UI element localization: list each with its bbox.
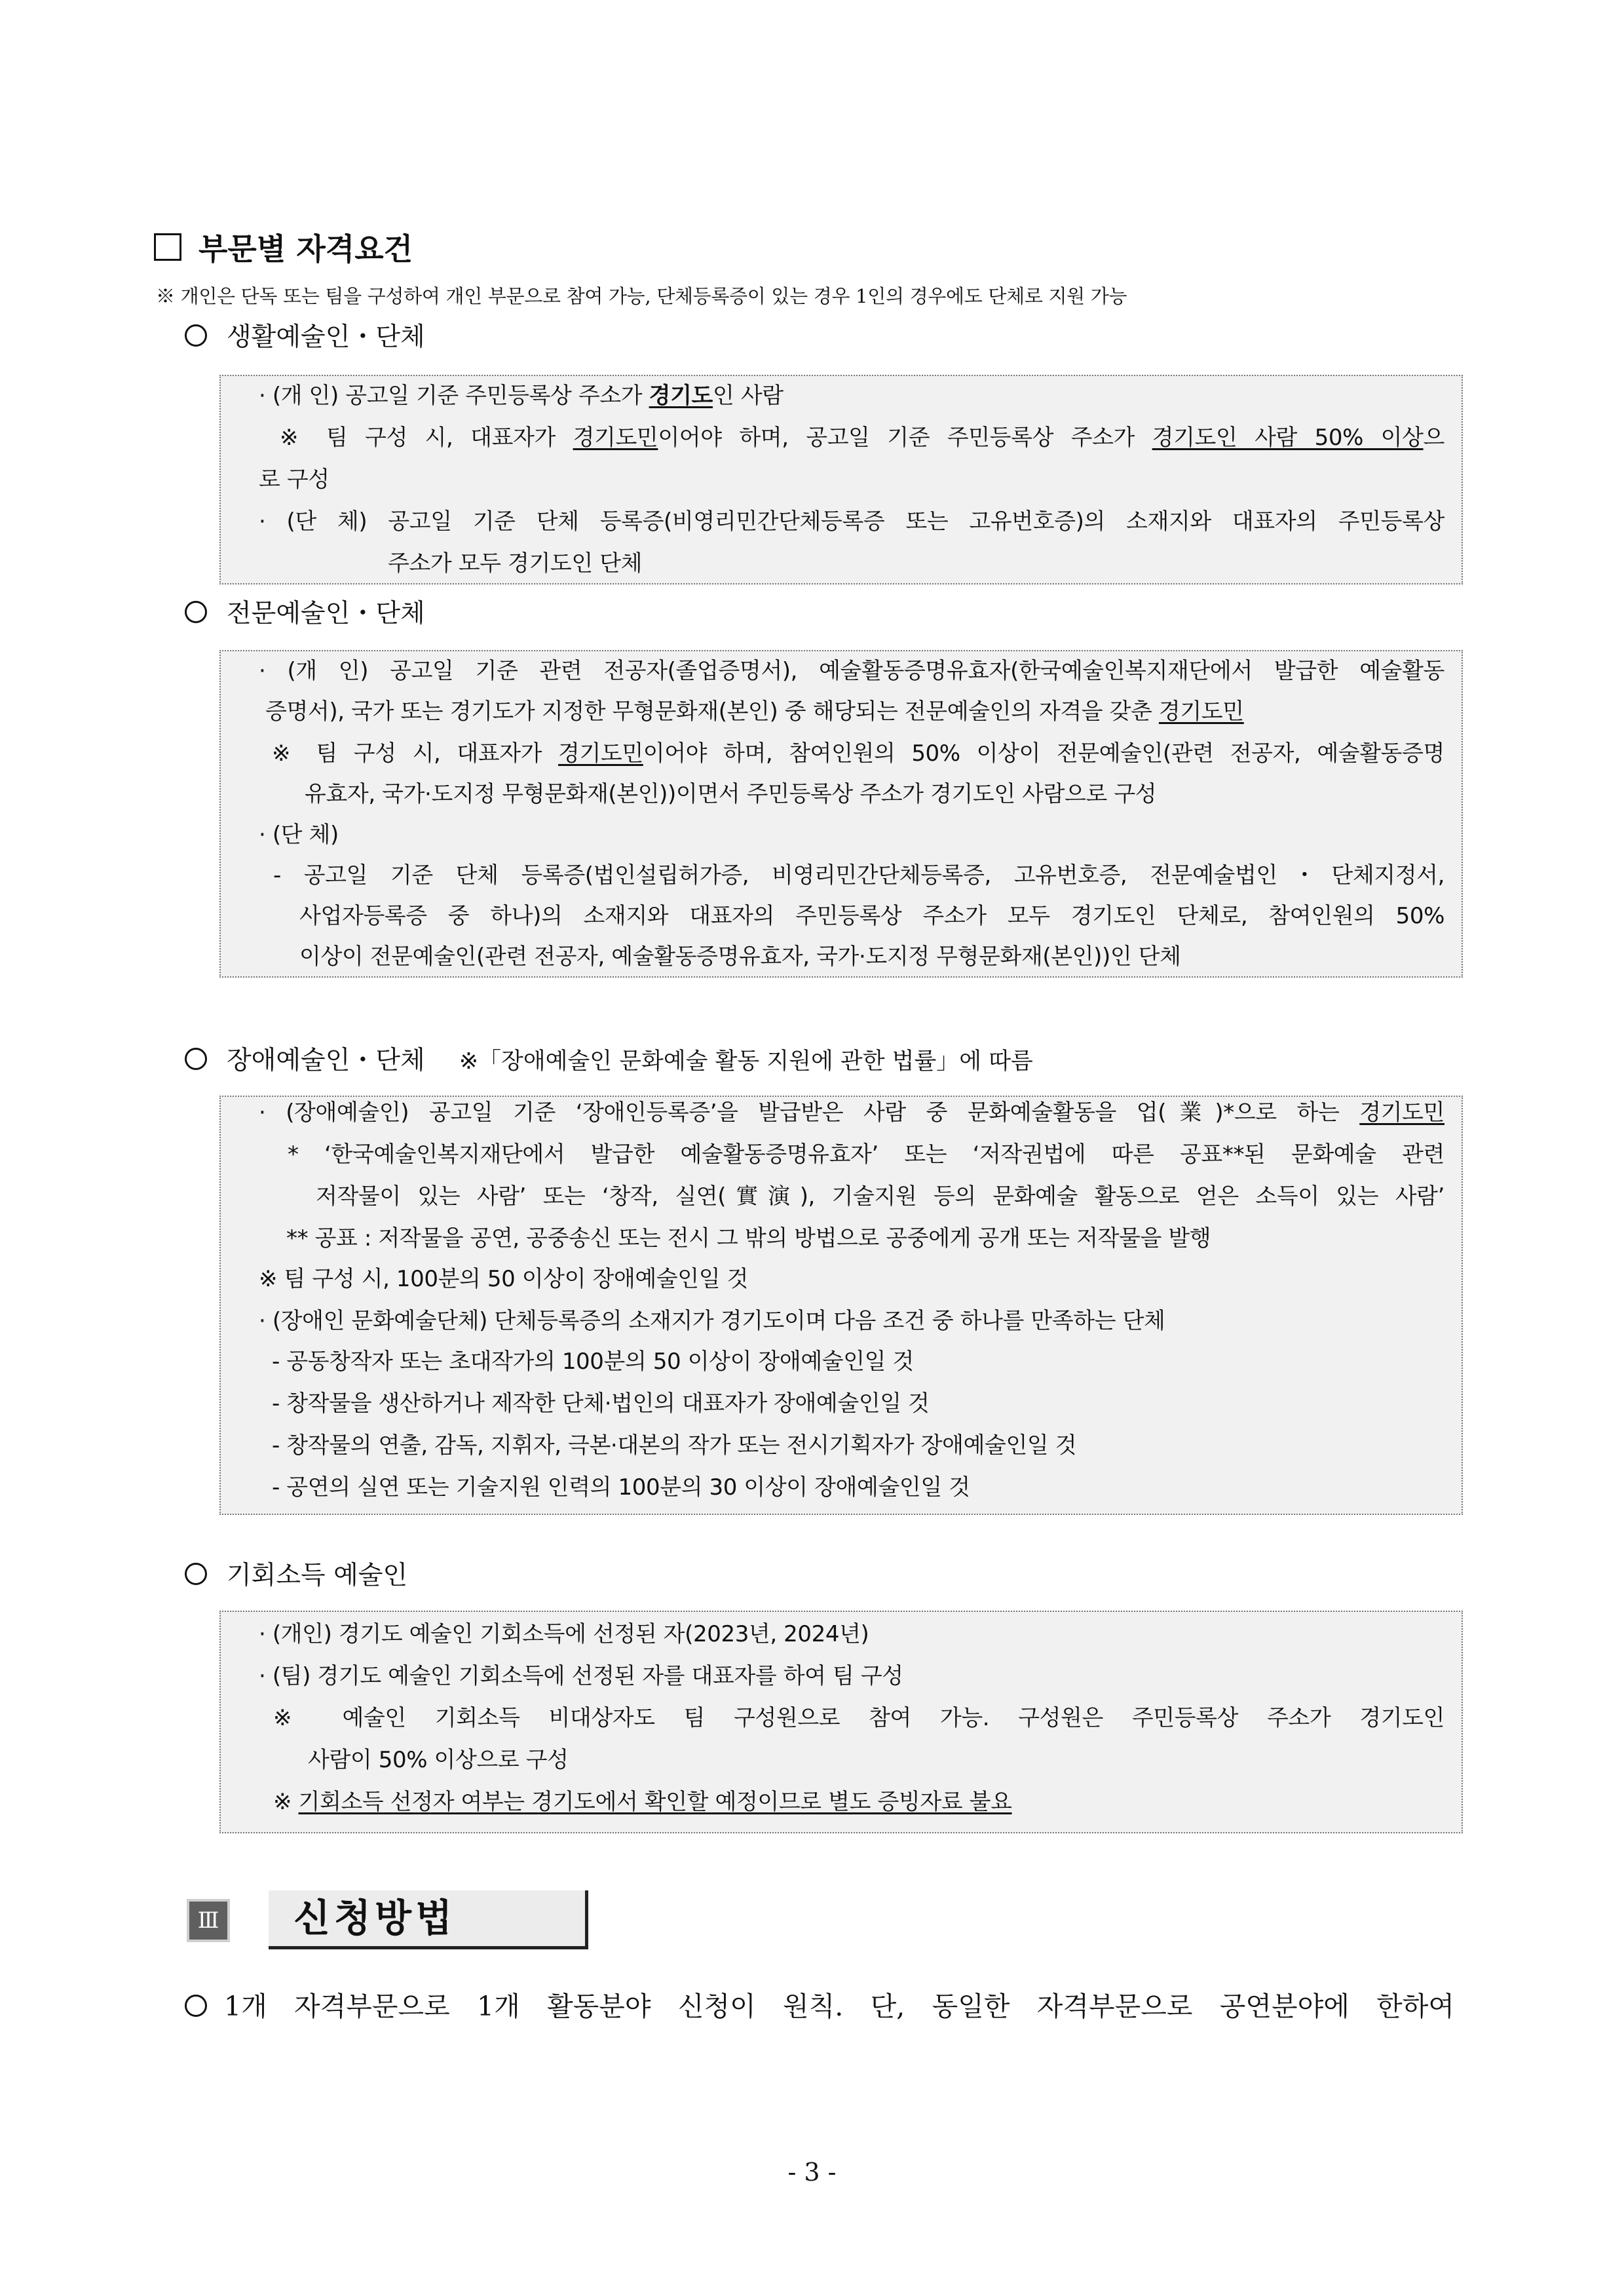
requirement-line: 사업자등록증 중 하나)의 소재지와 대표자의 주민등록상 주소가 모두 경기도인 단체로, 참여인원의 50% (299, 903, 1445, 929)
requirement-line: ※ 팀 구성 시, 100분의 50 이상이 장애예술인일 것 (259, 1266, 749, 1292)
requirement-line: · (장애인 문화예술단체) 단체등록증의 소재지가 경기도이며 다음 조건 중 하나를 만족하는 단체 (259, 1308, 1165, 1334)
requirement-line: 로 구성 (259, 467, 330, 493)
requirement-line: · (개인) 경기도 예술인 기회소득에 선정된 자(2023년, 2024년) (259, 1621, 869, 1647)
requirement-line: 저작물이 있는 사람’ 또는 ‘창작, 실연(實演), 기술지원 등의 문화예술 활동으로 얻은 소득이 있는 사람’ (316, 1183, 1445, 1210)
circle-bullet-icon (185, 601, 207, 623)
requirements-box-professional-artist (219, 650, 1463, 978)
requirement-line: · (개 인) 공고일 기준 주민등록상 주소가 경기도인 사람 (259, 383, 784, 409)
requirements-box-disabled-artist (219, 1096, 1463, 1515)
requirement-line: - 창작물의 연출, 감독, 지휘자, 극본·대본의 작가 또는 전시기획자가 장애예술인일 것 (272, 1432, 1077, 1459)
requirement-line: · (단 체) (259, 822, 339, 848)
requirements-box-life-artist (219, 375, 1463, 584)
requirement-line: · (개 인) 공고일 기준 관련 전공자(졸업증명서), 예술활동증명유효자(한국예술인복지재단에서 발급한 예술활동 (259, 658, 1445, 684)
category-heading-professional-artist: 전문예술인・단체 (185, 596, 425, 632)
category-heading-disabled-artist: 장애예술인・단체 ※「장애예술인 문화예술 활동 지원에 관한 법률」에 따름 (185, 1043, 1033, 1079)
requirement-line: ※ 기회소득 선정자 여부는 경기도에서 확인할 예정이므로 별도 증빙자료 불요 (273, 1789, 1012, 1815)
requirement-line: * ‘한국예술인복지재단에서 발급한 예술활동증명유효자’ 또는 ‘저작권법에 따른 공표**된 문화예술 관련 (288, 1141, 1445, 1168)
requirement-line: - 공고일 기준 단체 등록증(법인설립허가증, 비영리민간단체등록증, 고유번호증, 전문예술법인・단체지정서, (273, 862, 1445, 889)
requirement-line: · (팀) 경기도 예술인 기회소득에 선정된 자를 대표자를 하여 팀 구성 (259, 1663, 903, 1689)
body-paragraph: 1개 자격부문으로 1개 활동분야 신청이 원칙. 단, 동일한 자격부문으로 공연분야에 한하여 (185, 1988, 1454, 2025)
requirement-line: · (장애예술인) 공고일 기준 ‘장애인등록증’을 발급받은 사람 중 문화예술활동을 업(業)*으로 하는 경기도민 (259, 1100, 1445, 1126)
circle-bullet-icon (185, 324, 207, 347)
requirement-line: 이상이 전문예술인(관련 전공자, 예술활동증명유효자, 국가·도지정 무형문화재(본인))인 단체 (299, 944, 1181, 970)
chapter-number-badge: Ⅲ (187, 1899, 230, 1942)
checkbox-square-icon (154, 233, 181, 261)
requirement-line: 주소가 모두 경기도인 단체 (388, 550, 643, 577)
requirement-line: 유효자, 국가·도지정 무형문화재(본인))이면서 주민등록상 주소가 경기도인 사람으로 구성 (305, 781, 1157, 807)
circle-bullet-icon (185, 1563, 207, 1585)
requirement-line: ※ 예술인 기회소득 비대상자도 팀 구성원으로 참여 가능. 구성원은 주민등록상 주소가 경기도인 (273, 1705, 1445, 1731)
requirements-box-opportunity-income (219, 1611, 1463, 1833)
requirement-line: ※ 팀 구성 시, 대표자가 경기도민이어야 하며, 참여인원의 50% 이상이 전문예술인(관련 전공자, 예술활동증명 (272, 740, 1445, 767)
page-number: - 3 - (787, 2158, 837, 2187)
section-heading: 부문별 자격요건 (154, 229, 413, 269)
section-note: ※ 개인은 단독 또는 팀을 구성하여 개인 부문으로 참여 가능, 단체등록증이 있는 경우 1인의 경우에도 단체로 지원 가능 (156, 285, 1127, 307)
requirement-line: · (단 체) 공고일 기준 단체 등록증(비영리민간단체등록증 또는 고유번호증)의 소재지와 대표자의 주민등록상 (259, 508, 1445, 535)
requirement-line: - 공동창작자 또는 초대작가의 100분의 50 이상이 장애예술인일 것 (272, 1349, 914, 1375)
category-heading-life-artist: 생활예술인・단체 (185, 320, 425, 355)
circle-bullet-icon (185, 1048, 207, 1070)
requirement-line: ** 공표 : 저작물을 공연, 공중송신 또는 전시 그 밖의 방법으로 공중에게 공개 또는 저작물을 발행 (286, 1225, 1211, 1252)
requirement-line: 사람이 50% 이상으로 구성 (308, 1747, 569, 1773)
requirement-line: 증명서), 국가 또는 경기도가 지정한 무형문화재(본인) 중 해당되는 전문예술인의 자격을 갖춘 경기도민 (265, 698, 1244, 725)
requirement-line: ※ 팀 구성 시, 대표자가 경기도민이어야 하며, 공고일 기준 주민등록상 주소가 경기도인 사람 50% 이상으 (280, 425, 1445, 451)
category-heading-opportunity-income-artist: 기회소득 예술인 (185, 1558, 407, 1594)
chapter-title: 신청방법 (269, 1890, 588, 1949)
requirement-line: - 공연의 실연 또는 기술지원 인력의 100분의 30 이상이 장애예술인일 것 (272, 1474, 970, 1501)
requirement-line: - 창작물을 생산하거나 제작한 단체·법인의 대표자가 장애예술인일 것 (272, 1390, 930, 1417)
circle-bullet-icon (185, 1995, 207, 2017)
